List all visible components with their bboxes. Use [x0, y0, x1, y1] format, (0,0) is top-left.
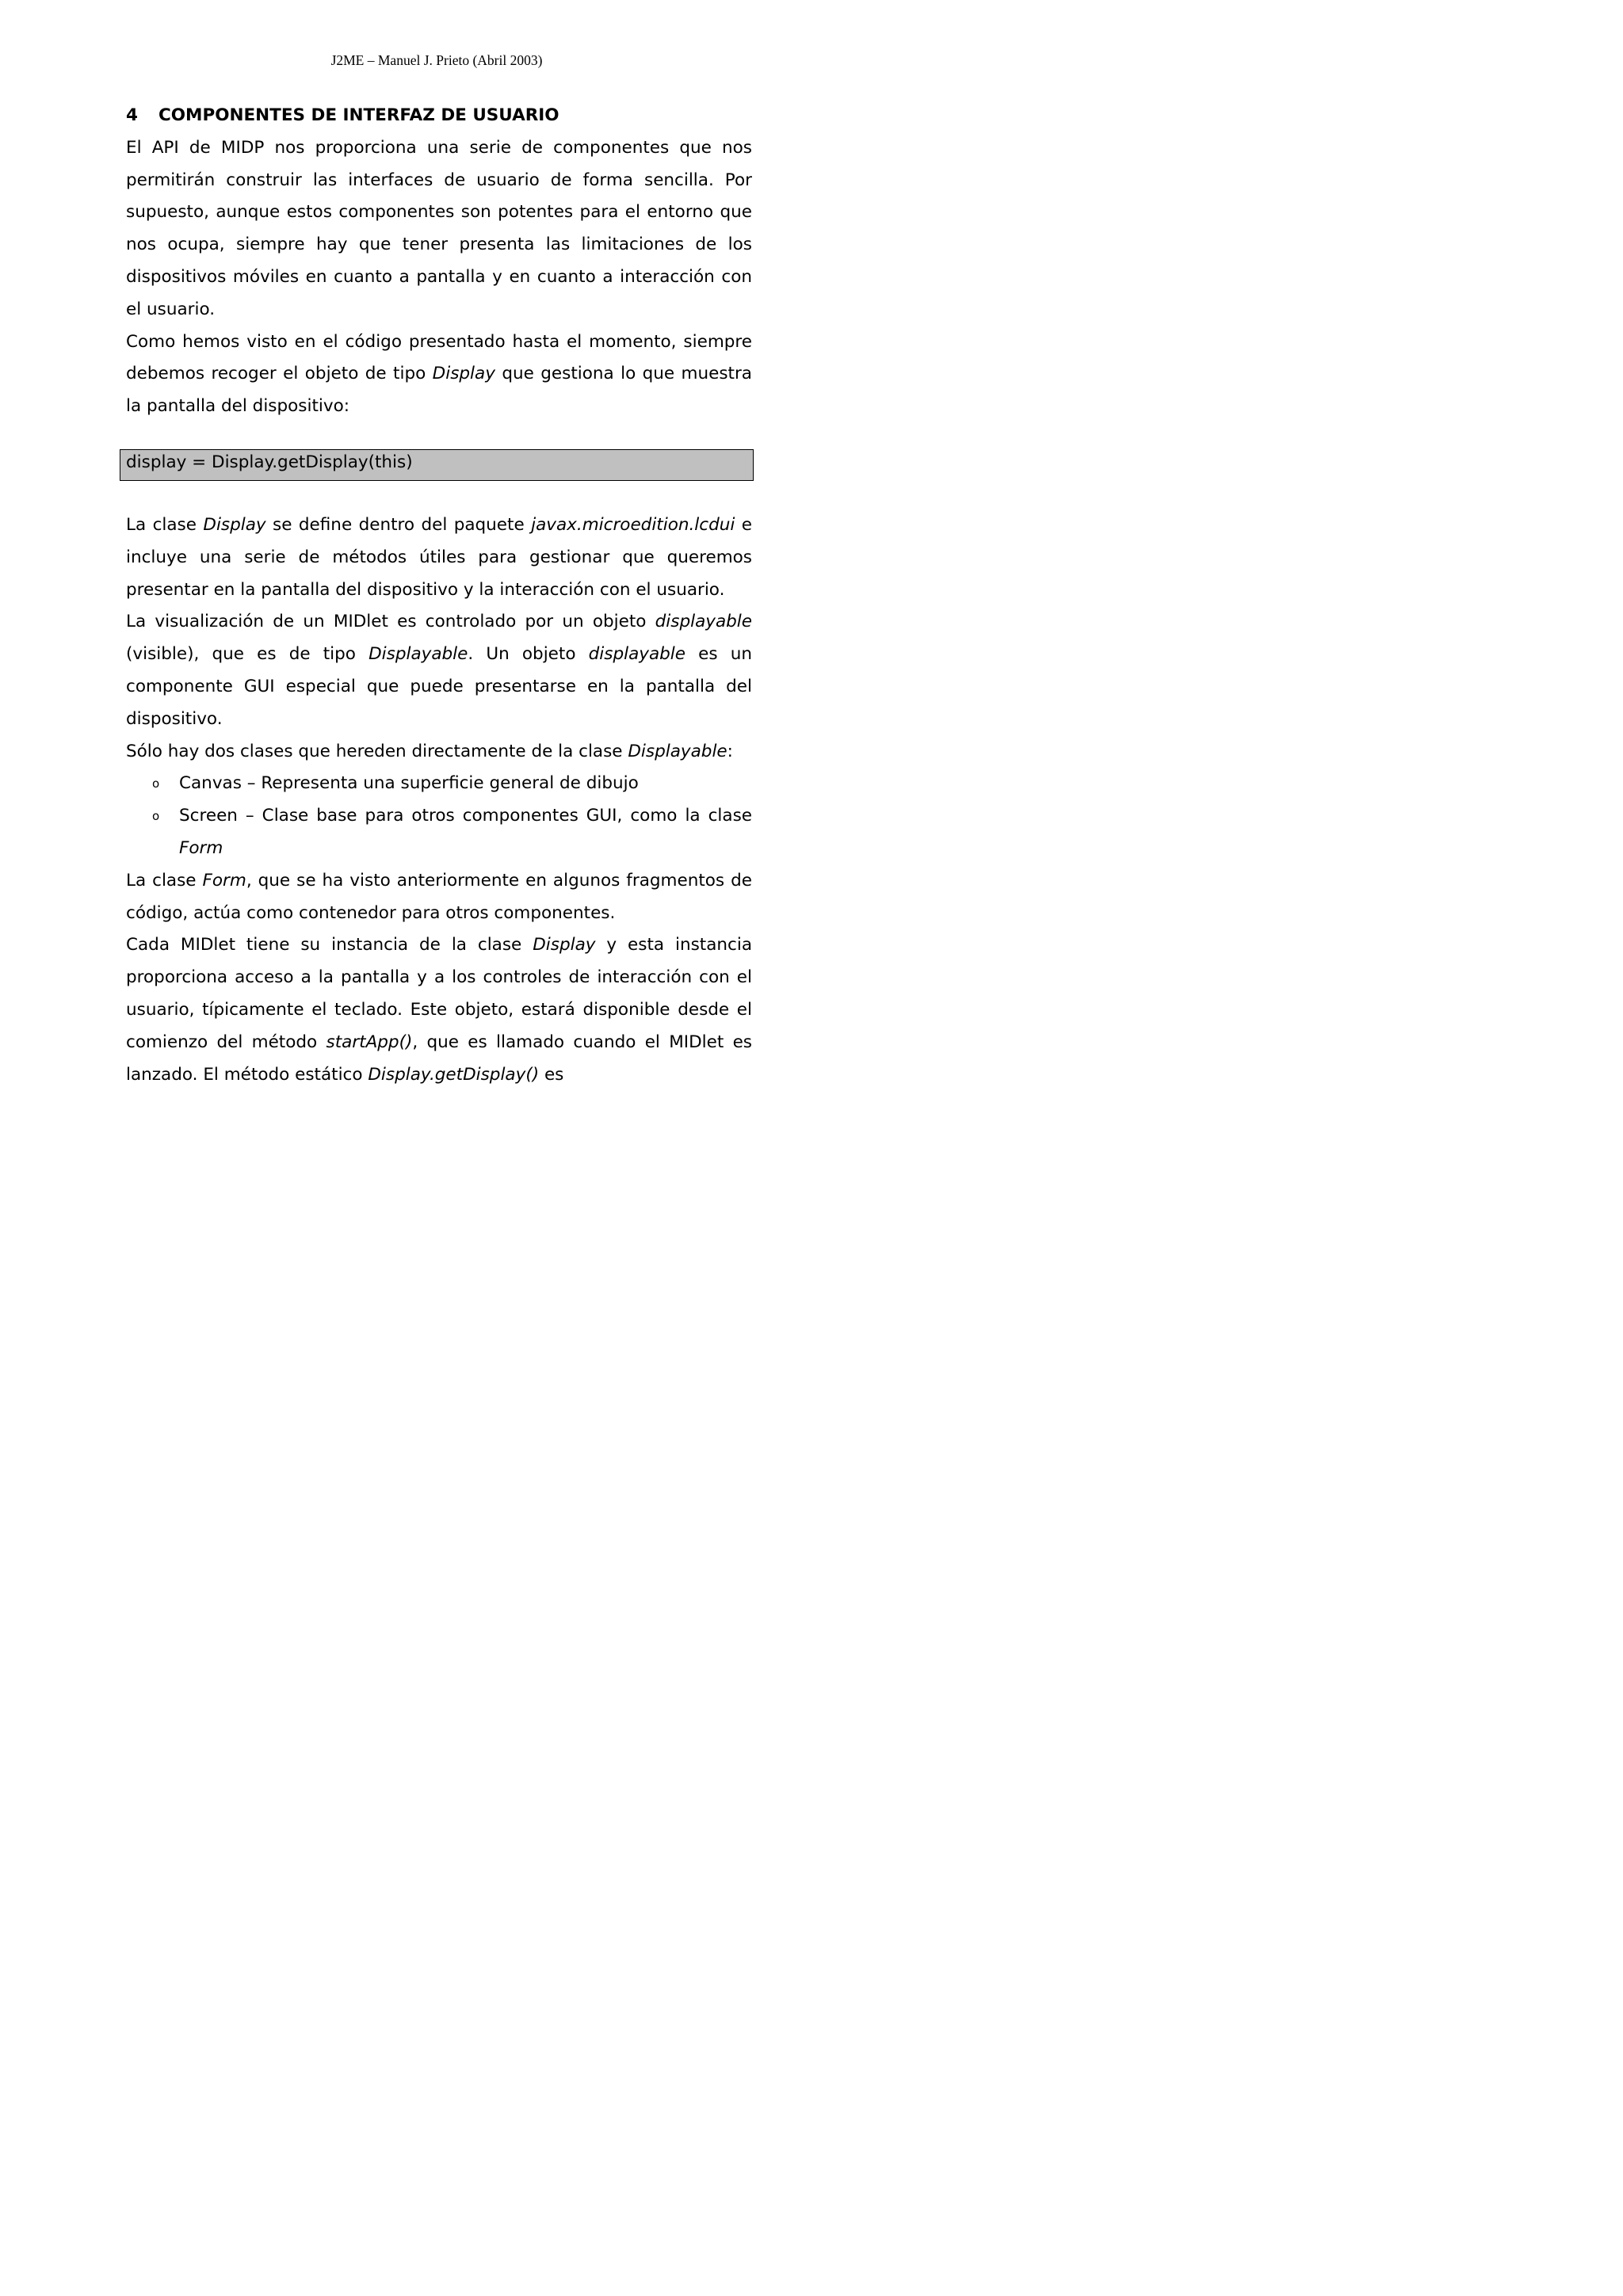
- paragraph-subclasses: Sólo hay dos clases que hereden directamente de la clase Displayable:: [126, 741, 733, 761]
- paragraph-display-object: Como hemos visto en el código presentado hasta el momento, siempre debemos recoger el objeto de tipo Display que gestiona lo que muestra la pantalla del dispositivo:: [126, 331, 752, 417]
- subclass-list: [126, 768, 752, 864]
- code-snippet: display = Display.getDisplay(this): [120, 449, 754, 481]
- section-title: COMPONENTES DE INTERFAZ DE USUARIO: [158, 105, 559, 125]
- list-item-canvas: o Canvas – Representa una superficie general de dibujo: [152, 768, 752, 800]
- paragraph-midlet-display: Cada MIDlet tiene su instancia de la clase Display y esta instancia proporciona acceso a la pantalla y a los controles de interacción con el usuario, típicamente el teclado. Este objeto, estará disponible desde el comienzo del método startApp(), que es llamado cuando el MIDlet es lanzado. El método estático Display.getDisplay() es: [126, 935, 753, 1085]
- bullet-marker: o: [152, 776, 160, 791]
- paragraph-displayable: La visualización de un MIDlet es controlado por un objeto displayable (visible), que es de tipo Displayable. Un objeto displayable es un componente GUI especial que puede presentarse en la pantalla del dispositivo.: [126, 612, 753, 729]
- page-header: J2ME – Manuel J. Prieto (Abril 2003): [330, 52, 543, 68]
- section-number: 4: [126, 105, 138, 125]
- paragraph-intro: El API de MIDP nos proporciona una serie de componentes que nos permitirán construir las interfaces de usuario de forma sencilla. Por supuesto, aunque estos componentes son potentes para el entorno que nos ocupa, siempre hay que tener presenta las limitaciones de los dispositivos móviles en cuanto a pantalla y en cuanto a interacción con el usuario.: [126, 137, 752, 319]
- document-page: [0, 0, 873, 1235]
- paragraph-display-class: La clase Display se define dentro del paquete javax.microedition.lcdui e incluye una serie de métodos útiles para gestionar que queremos presentar en la pantalla del dispositivo y la interacción con el usuario.: [126, 514, 752, 600]
- bullet-marker: o: [152, 809, 160, 824]
- section-heading: [126, 100, 752, 132]
- list-item-screen: o Screen – Clase base para otros componentes GUI, como la clase Form: [152, 800, 752, 865]
- paragraph-form: La clase Form, que se ha visto anteriormente en algunos fragmentos de código, actúa como contenedor para otros componentes.: [126, 870, 752, 923]
- document-body: [126, 100, 752, 1091]
